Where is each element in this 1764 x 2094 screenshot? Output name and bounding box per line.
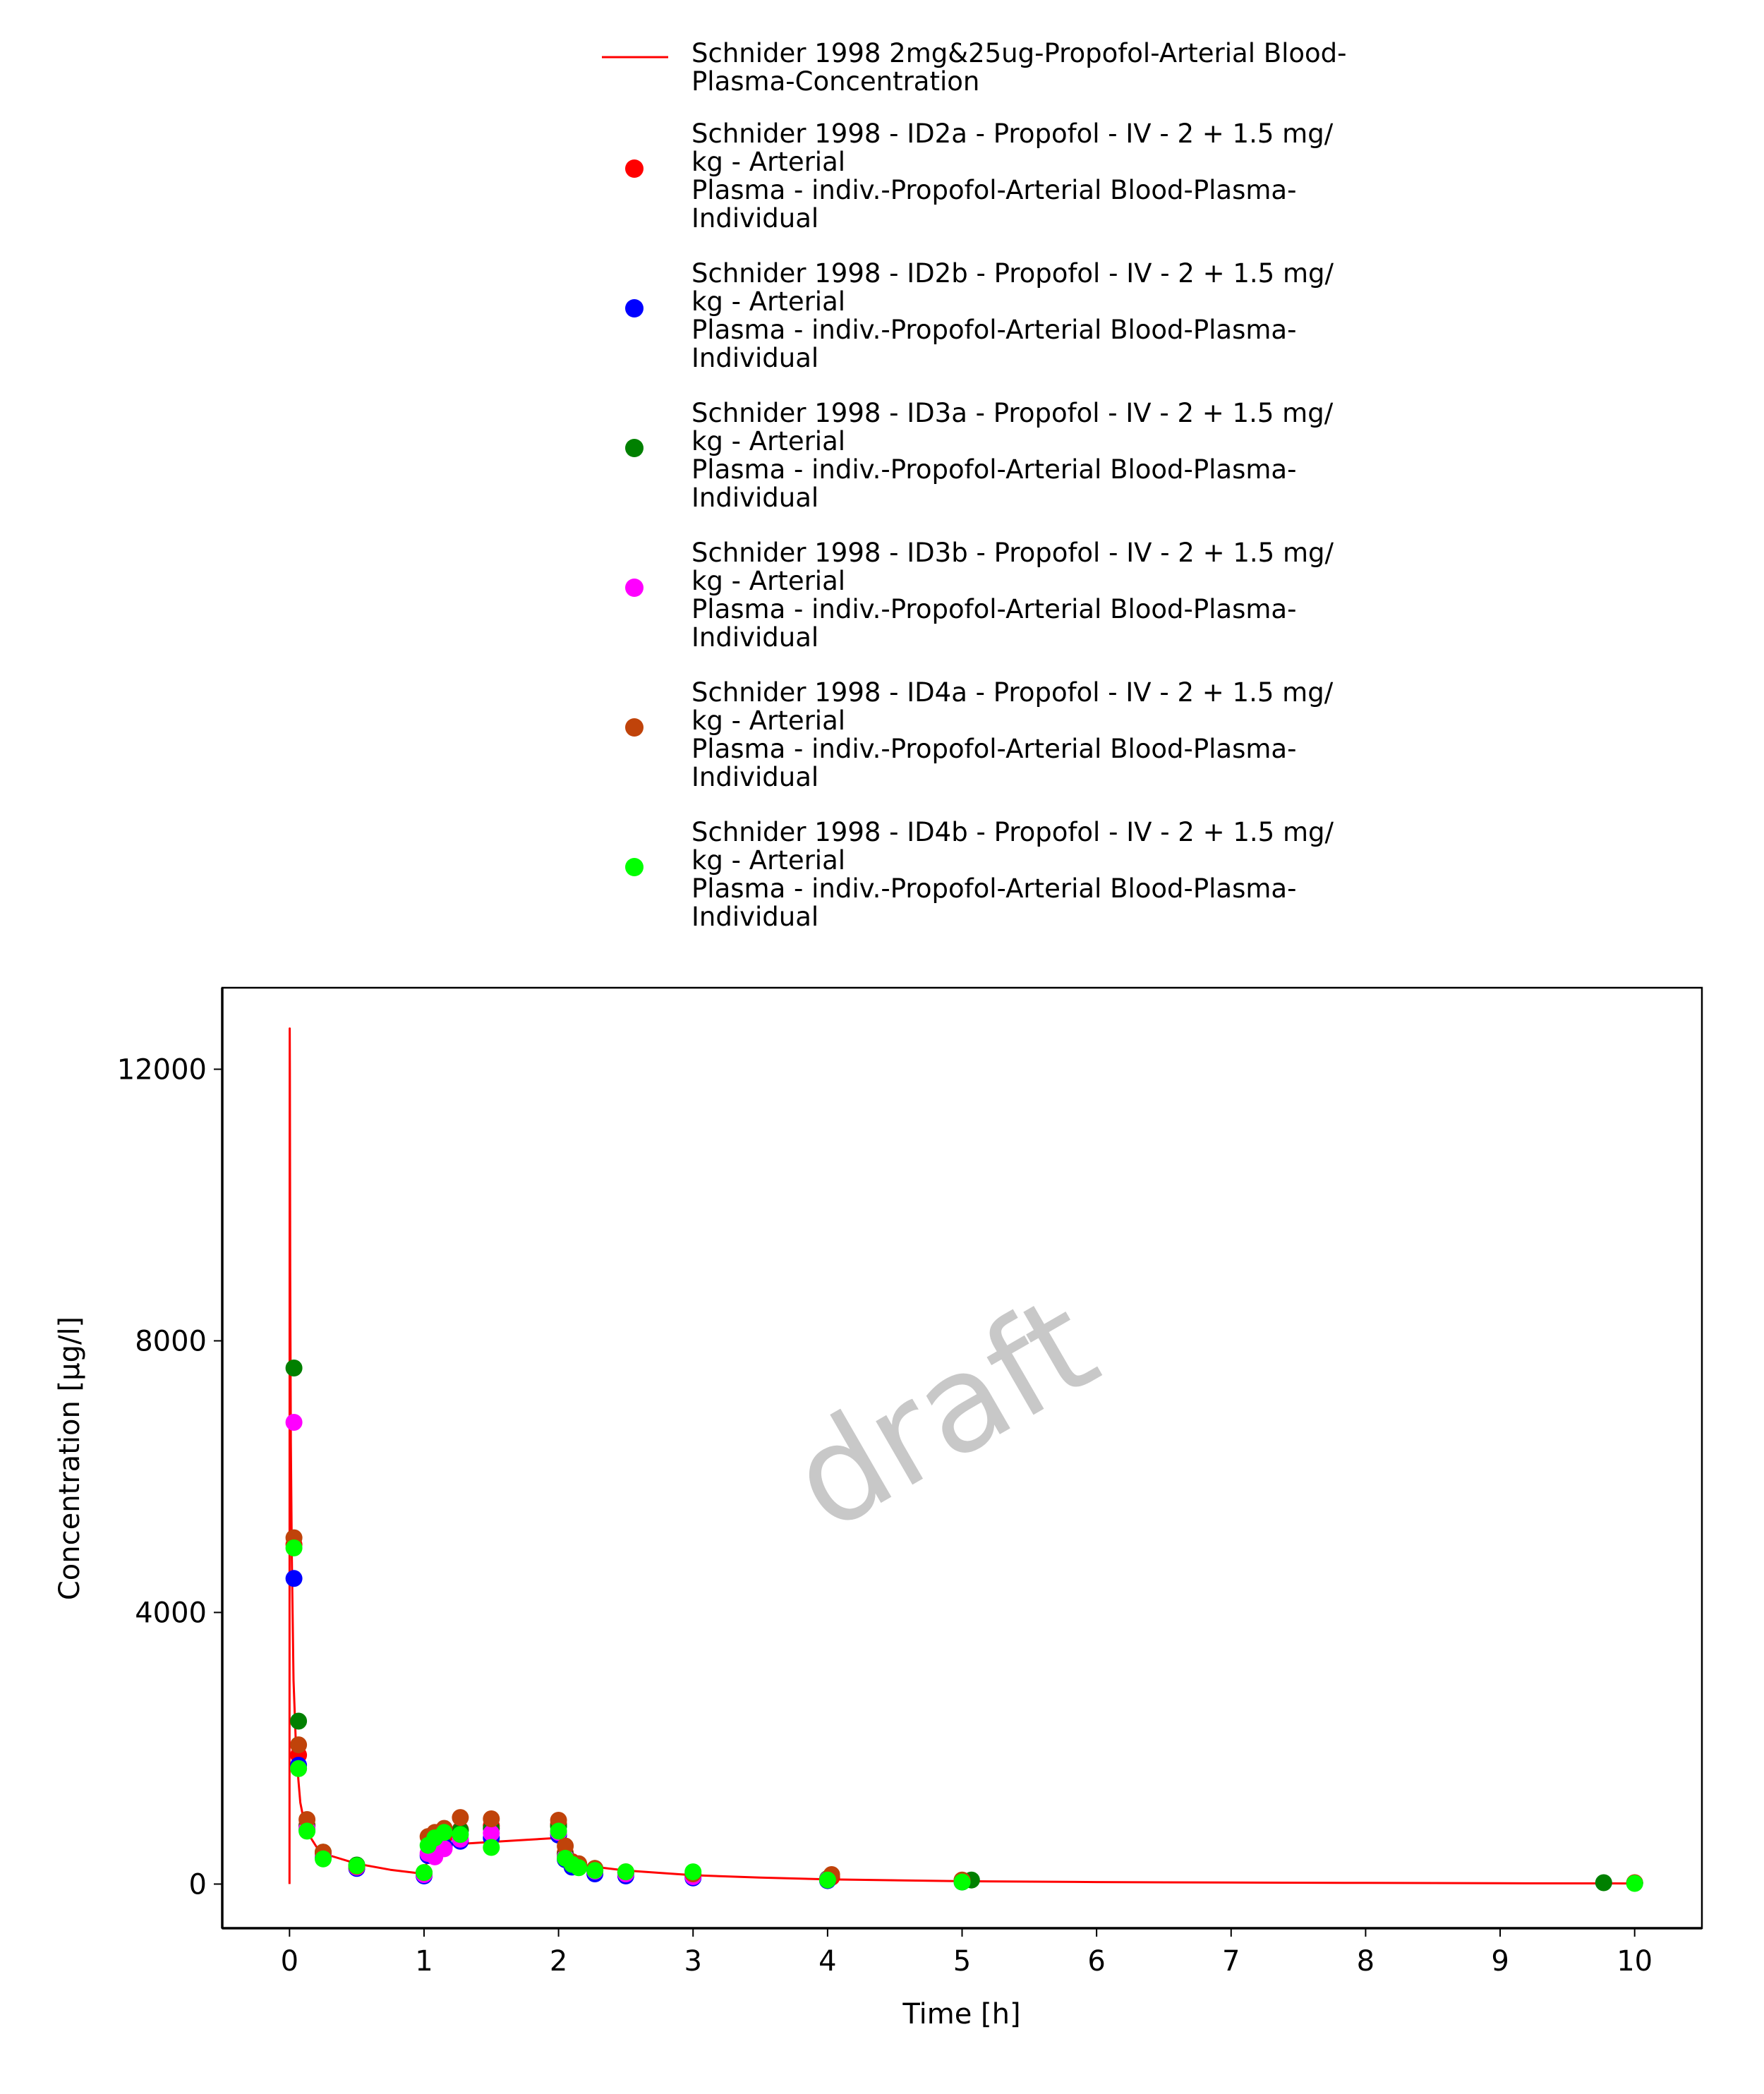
data-point [483, 1839, 500, 1856]
legend-item-3 [625, 398, 1334, 513]
legend-label: kg - Arterial [691, 147, 846, 177]
legend-label-line: Schnider 1998 2mg&25ug-Propofol-Arterial Blood- [691, 38, 1347, 68]
data-point [290, 1713, 307, 1730]
legend-label: Individual [691, 483, 819, 513]
legend-label: kg - Arterial [691, 845, 846, 876]
data-point [1626, 1875, 1643, 1892]
y-tick-label: 8000 [135, 1325, 207, 1358]
legend-label: kg - Arterial [691, 706, 846, 736]
draft-watermark: draft [766, 1266, 1121, 1561]
legend-label: Plasma - indiv.-Propofol-Arterial Blood-Plasma- [691, 175, 1297, 205]
x-tick-label: 10 [1617, 1945, 1653, 1978]
legend-item-4 [625, 538, 1334, 653]
legend-label: kg - Arterial [691, 566, 846, 596]
x-tick-label: 0 [280, 1945, 299, 1978]
y-axis-title: Concentration [µg/l] [54, 1316, 86, 1601]
data-point [315, 1851, 332, 1868]
legend-item-simulation [602, 38, 1347, 97]
x-tick-label: 4 [818, 1945, 837, 1978]
legend-marker [625, 159, 644, 178]
legend-label: Schnider 1998 - ID3a - Propofol - IV - 2 + 1.5 mg/ [691, 398, 1334, 428]
legend-label: Individual [691, 762, 819, 792]
data-point [436, 1824, 453, 1841]
data-point [286, 1360, 303, 1376]
x-tick-label: 9 [1491, 1945, 1509, 1978]
legend [602, 38, 1347, 932]
legend-label: Individual [691, 203, 819, 234]
data-point [290, 1760, 307, 1777]
data-point [954, 1874, 971, 1891]
data-point [290, 1736, 307, 1753]
legend-item-5 [625, 677, 1334, 792]
data-point [286, 1539, 303, 1556]
data-point [349, 1858, 366, 1875]
x-axis-title: Time [h] [902, 1998, 1021, 2031]
legend-item-6 [625, 817, 1334, 932]
y-tick-label: 0 [188, 1868, 207, 1901]
legend-label: Individual [691, 343, 819, 373]
legend-marker [625, 439, 644, 457]
data-point [819, 1872, 836, 1889]
x-axis [222, 1928, 1702, 1978]
legend-marker [625, 718, 644, 737]
legend-label: Schnider 1998 - ID4a - Propofol - IV - 2 + 1.5 mg/ [691, 677, 1334, 708]
data-point [617, 1863, 634, 1880]
x-tick-label: 7 [1222, 1945, 1240, 1978]
legend-label: Plasma - indiv.-Propofol-Arterial Blood-Plasma- [691, 454, 1297, 485]
data-point [286, 1570, 303, 1587]
legend-label: kg - Arterial [691, 426, 846, 456]
legend-label: Schnider 1998 - ID3b - Propofol - IV - 2 + 1.5 mg/ [691, 538, 1334, 568]
data-point [550, 1822, 567, 1839]
y-tick-label: 4000 [135, 1597, 207, 1630]
legend-item-2 [625, 258, 1334, 373]
data-point [1595, 1875, 1612, 1892]
data-point [452, 1809, 469, 1826]
data-point [298, 1822, 315, 1839]
legend-label: Schnider 1998 - ID4b - Propofol - IV - 2 + 1.5 mg/ [691, 817, 1334, 847]
y-tick-label: 12000 [116, 1053, 207, 1087]
legend-label-line: Plasma-Concentration [691, 66, 980, 97]
data-point [452, 1826, 469, 1843]
legend-label: kg - Arterial [691, 286, 846, 317]
data-point [570, 1859, 587, 1876]
legend-label: Individual [691, 622, 819, 653]
legend-marker [625, 299, 644, 317]
legend-label: Plasma - indiv.-Propofol-Arterial Blood-Plasma- [691, 594, 1297, 624]
x-tick-label: 1 [415, 1945, 433, 1978]
x-tick-label: 5 [953, 1945, 972, 1978]
legend-marker [625, 858, 644, 876]
x-tick-label: 6 [1087, 1945, 1106, 1978]
legend-label: Schnider 1998 - ID2b - Propofol - IV - 2 + 1.5 mg/ [691, 258, 1334, 289]
legend-label: Plasma - indiv.-Propofol-Arterial Blood-Plasma- [691, 873, 1297, 904]
y-axis [117, 988, 222, 1928]
x-tick-label: 8 [1356, 1945, 1375, 1978]
legend-item-1 [625, 119, 1334, 234]
data-point [483, 1810, 500, 1827]
legend-label: Plasma - indiv.-Propofol-Arterial Blood-Plasma- [691, 315, 1297, 345]
legend-marker [625, 579, 644, 597]
legend-label: Schnider 1998 - ID2a - Propofol - IV - 2 + 1.5 mg/ [691, 119, 1334, 149]
data-point [416, 1864, 433, 1881]
x-tick-label: 3 [684, 1945, 702, 1978]
data-point [586, 1862, 603, 1879]
data-point [286, 1414, 303, 1431]
x-tick-label: 2 [549, 1945, 568, 1978]
data-point [684, 1863, 701, 1880]
legend-label: Plasma - indiv.-Propofol-Arterial Blood-Plasma- [691, 734, 1297, 764]
legend-label: Individual [691, 902, 819, 932]
